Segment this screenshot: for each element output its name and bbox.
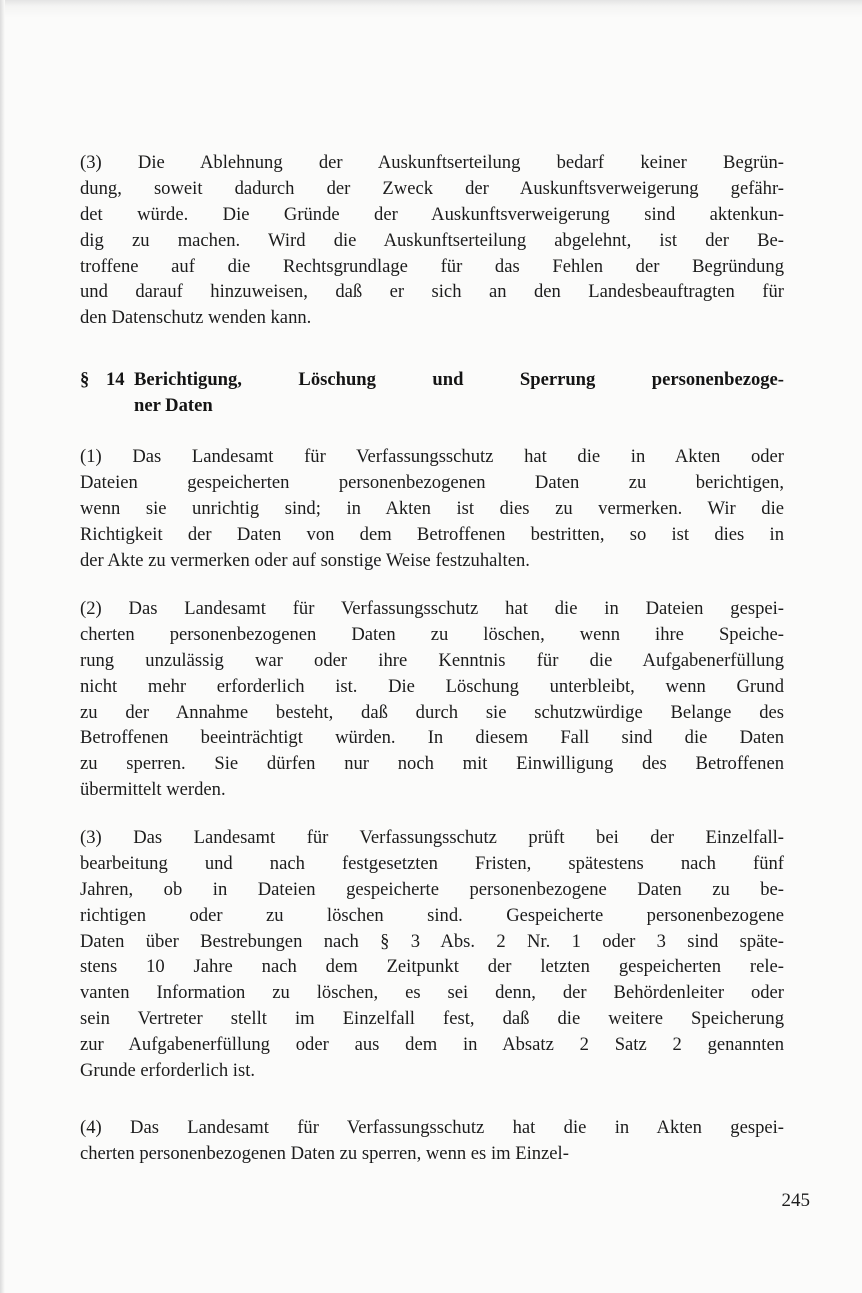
text-line: cherten personenbezogenen Daten zu sperren, wenn es im Einzel- bbox=[80, 1142, 569, 1164]
text-line: stens 10 Jahre nach dem Zeitpunkt der letzten gespeicherten rele- bbox=[80, 956, 784, 978]
text-line: wenn sie unrichtig sind; in Akten ist dies zu vermerken. Wir die bbox=[80, 497, 784, 519]
text-line: (3) Das Landesamt für Verfassungsschutz prüft bei der Einzelfall- bbox=[80, 827, 784, 848]
page-top-edge-shadow bbox=[0, 0, 862, 20]
text-line: troffene auf die Rechtsgrundlage für das Fehlen der Begründung bbox=[80, 255, 784, 277]
text-line: det würde. Die Gründe der Auskunftsverweigerung sind aktenkun- bbox=[80, 203, 784, 225]
section-14-heading bbox=[80, 367, 784, 419]
section-title-line-2: ner Daten bbox=[134, 395, 213, 416]
text-line: (4) Das Landesamt für Verfassungsschutz hat die in Akten gespei- bbox=[80, 1117, 784, 1138]
text-line: nicht mehr erforderlich ist. Die Löschung unterbleibt, wenn Grund bbox=[80, 675, 784, 697]
section-14-heading-line-1 bbox=[80, 367, 784, 393]
text-line: dung, soweit dadurch der Zweck der Auskunftsverweigerung gefähr- bbox=[80, 177, 784, 199]
text-line: Richtigkeit der Daten von dem Betroffenen bestritten, so ist dies in bbox=[80, 523, 784, 545]
text-line: dig zu machen. Wird die Auskunftserteilung abgelehnt, ist der Be- bbox=[80, 229, 784, 251]
page-left-edge-shadow bbox=[0, 0, 5, 1293]
text-line: sein Vertreter stellt im Einzelfall fest, daß die weitere Speicherung bbox=[80, 1008, 784, 1030]
text-line: der Akte zu vermerken oder auf sonstige Weise festzuhalten. bbox=[80, 549, 530, 571]
text-line: zu sperren. Sie dürfen nur noch mit Einwilligung des Betroffenen bbox=[80, 753, 784, 775]
text-line: cherten personenbezogenen Daten zu löschen, wenn ihre Speiche- bbox=[80, 623, 784, 645]
paragraph-14-2-loeschung bbox=[80, 596, 784, 803]
text-line: Dateien gespeicherten personenbezogenen Daten zu berichtigen, bbox=[80, 471, 784, 493]
text-line: bearbeitung und nach festgesetzten Fristen, spätestens nach fünf bbox=[80, 852, 784, 874]
paragraph-3-ablehnung bbox=[80, 150, 784, 331]
text-line: den Datenschutz wenden kann. bbox=[80, 307, 312, 329]
paragraph-14-1-berichtigung bbox=[80, 444, 784, 573]
text-line: zu der Annahme besteht, daß durch sie schutzwürdige Belange des bbox=[80, 701, 784, 723]
section-title-line-1: Berichtigung, Löschung und Sperrung personenbezoge- bbox=[134, 369, 784, 390]
text-line: (1) Das Landesamt für Verfassungsschutz hat die in Akten oder bbox=[80, 446, 784, 467]
section-number: 14 bbox=[106, 369, 125, 390]
text-line: zur Aufgabenerfüllung oder aus dem in Absatz 2 Satz 2 genannten bbox=[80, 1034, 784, 1056]
text-line: vanten Information zu löschen, es sei denn, der Behördenleiter oder bbox=[80, 982, 784, 1004]
section-symbol: § bbox=[80, 369, 90, 390]
text-line: Jahren, ob in Dateien gespeicherte personenbezogene Daten zu be- bbox=[80, 878, 784, 900]
text-line: übermittelt werden. bbox=[80, 779, 226, 801]
paragraph-14-3-pruefung bbox=[80, 825, 784, 1084]
page-number: 245 bbox=[781, 1190, 810, 1211]
text-line: (2) Das Landesamt für Verfassungsschutz hat die in Dateien gespei- bbox=[80, 598, 784, 619]
text-line: richtigen oder zu löschen sind. Gespeicherte personenbezogene bbox=[80, 904, 784, 926]
text-line: und darauf hinzuweisen, daß er sich an den Landesbeauftragten für bbox=[80, 281, 784, 303]
text-line: (3) Die Ablehnung der Auskunftserteilung bedarf keiner Begrün- bbox=[80, 152, 784, 173]
paragraph-14-4-sperrung bbox=[80, 1115, 784, 1167]
text-line: Grunde erforderlich ist. bbox=[80, 1060, 256, 1082]
text-line: rung unzulässig war oder ihre Kenntnis für die Aufgabenerfüllung bbox=[80, 649, 784, 671]
text-line: Daten über Bestrebungen nach § 3 Abs. 2 Nr. 1 oder 3 sind späte- bbox=[80, 930, 784, 952]
text-line: Betroffenen beeinträchtigt würden. In diesem Fall sind die Daten bbox=[80, 727, 784, 749]
